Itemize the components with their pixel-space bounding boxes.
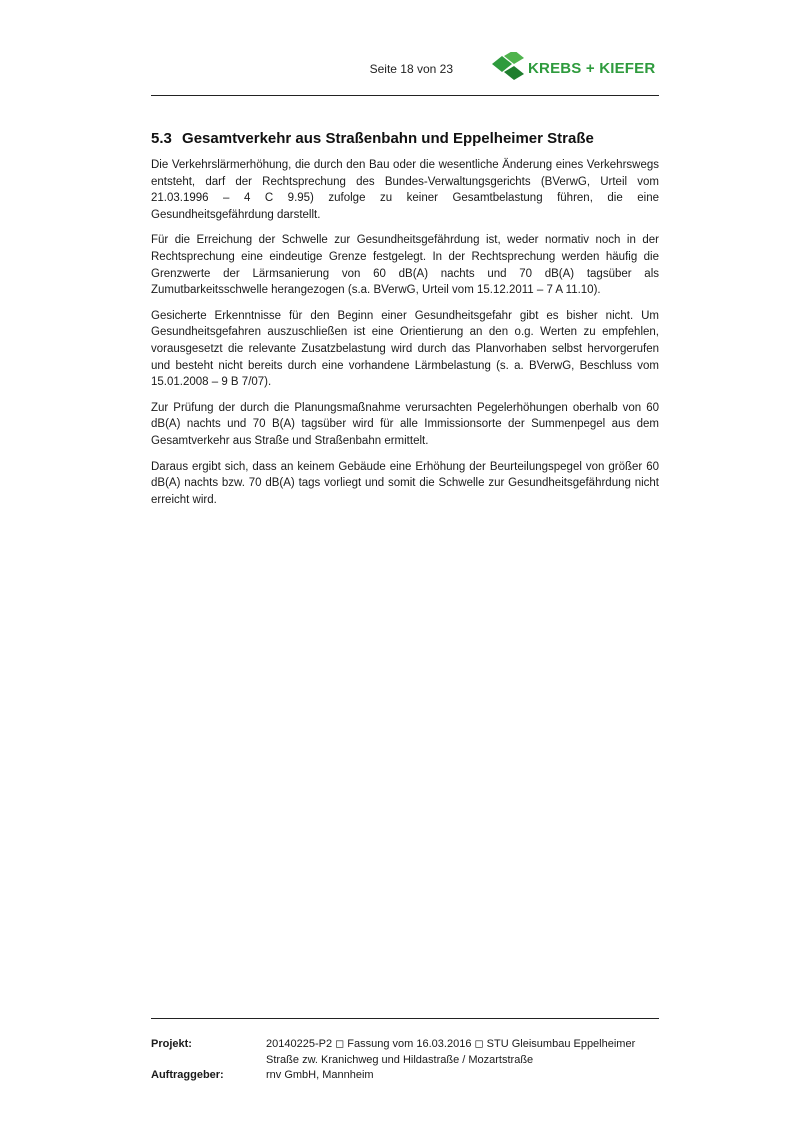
paragraph: Für die Erreichung der Schwelle zur Gesundheitsgefährdung ist, weder normativ noch in der Rechtsprechung eine eindeutige Grenze festgelegt. In der Rechtsprechung werden häufig die Grenzwerte der Lärmsanierung von 60 dB(A) nachts und 70 dB(A) tagsüber als Zumutbarkeitsschwelle herangezogen (s.a. BVerwG, Urteil vom 15.12.2011 – 7 A 11.10). <box>151 234 659 297</box>
project-value: 20140225-P2 ◻ Fassung vom 16.03.2016 ◻ STU Gleisumbau Eppelheimer Straße zw. Kranichweg und Hildastraße / Mozartstraße <box>266 1038 636 1066</box>
section-number: 5.3 <box>151 130 172 147</box>
footer-client-row <box>151 1068 659 1084</box>
project-label: Projekt: <box>151 1038 192 1050</box>
document-body <box>151 130 659 517</box>
paragraph: Zur Prüfung der durch die Planungsmaßnahme verursachten Pegelerhöhungen oberhalb von 60 dB(A) nachts und 70 B(A) tagsüber wird für alle Immissionsorte der Summenpegel aus dem Gesamtverkehr aus Straße und Straßenbahn ermittelt. <box>151 401 659 447</box>
logo-text: KREBS + KIEFER <box>528 60 656 77</box>
section-title: Gesamtverkehr aus Straßenbahn und Eppelheimer Straße <box>182 130 594 147</box>
paragraph: Die Verkehrslärmerhöhung, die durch den Bau oder die wesentliche Änderung eines Verkehrswegs entsteht, darf der Rechtsprechung des Bundes-Verwaltungsgerichts (BVerwG, Urteil vom 21.03.1996 – 4 C 9.95) zufolge zu keiner Gesamtbelastung führen, die eine Gesundheitsgefährdung darstellt. <box>151 159 659 221</box>
krebs-kiefer-logo-icon <box>490 52 524 82</box>
client-value: rnv GmbH, Mannheim <box>266 1069 374 1081</box>
footer-divider <box>151 1018 659 1019</box>
header-divider <box>151 95 659 96</box>
client-label: Auftraggeber: <box>151 1069 224 1081</box>
footer <box>151 1037 659 1084</box>
page-number: Seite 18 von 23 <box>369 62 453 76</box>
company-logo <box>490 52 660 82</box>
paragraph: Gesicherte Erkenntnisse für den Beginn einer Gesundheitsgefahr gibt es bisher nicht. Um Gesundheitsgefahren auszuschließen ist eine Orientierung an den o.g. Werten zu empfehlen, vorausgesetzt die relevante Zusatzbelastung wird durch das Planvorhaben selbst hervorgerufen und besteht nicht bereits durch eine vorhandene Lärmbelastung (s. a. BVerwG, Beschluss vom 15.01.2008 – 9 B 7/07). <box>151 309 659 389</box>
paragraph: Daraus ergibt sich, dass an keinem Gebäude eine Erhöhung der Beurteilungspegel von größer 60 dB(A) nachts bzw. 70 dB(A) tags vorliegt und somit die Schwelle zur Gesundheitsgefährdung nicht erreicht wird. <box>151 460 659 506</box>
section-heading <box>151 130 659 147</box>
footer-project-row <box>151 1037 659 1068</box>
